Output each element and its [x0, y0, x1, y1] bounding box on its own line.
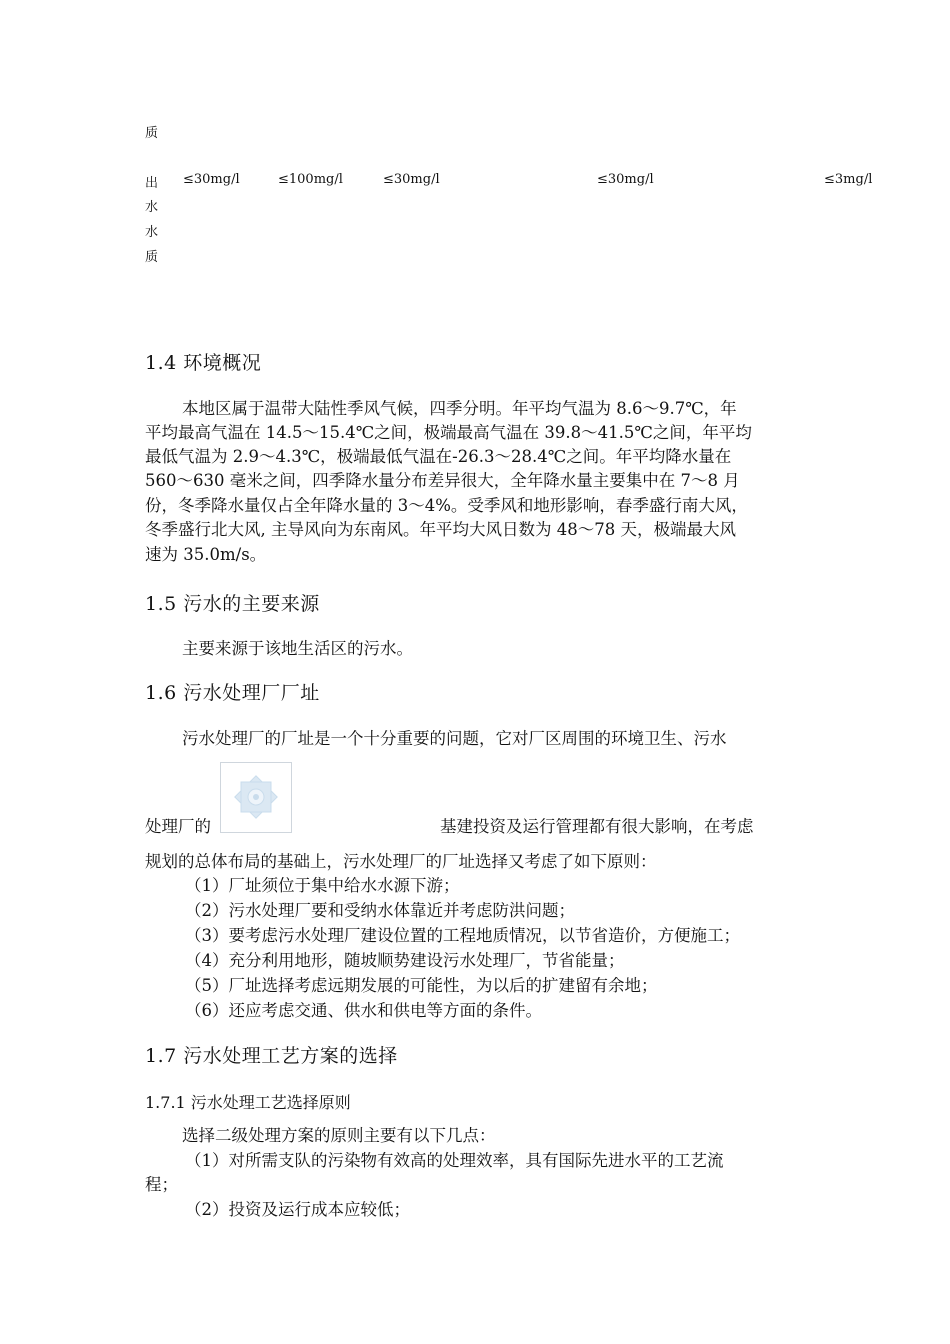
paragraph-line: 份，冬季降水量仅占全年降水量的 3～4%。受季风和地形影响，春季盛行南大风， — [145, 496, 748, 515]
effluent-value-cell: ≤30mg/l — [183, 172, 240, 187]
paragraph-line: 基建投资及运行管理都有很大影响，在考虑 — [440, 817, 754, 836]
list-item: （2）污水处理厂要和受纳水体靠近并考虑防洪问题； — [185, 901, 575, 920]
effluent-label-char: 水 — [145, 200, 159, 215]
paragraph-line: 速为 35.0m/s。 — [145, 545, 267, 564]
table-row-label-quality: 质 — [145, 126, 159, 141]
section-heading-1-4: 1.4 环境概况 — [145, 352, 262, 374]
section-heading-1-6: 1.6 污水处理厂厂址 — [145, 682, 320, 704]
effluent-value-cell: ≤3mg/l — [824, 172, 873, 187]
list-item: （4）充分利用地形，随坡顺势建设污水处理厂，节省能量； — [185, 951, 625, 970]
list-item: （1）对所需支队的污染物有效高的处理效率，具有国际先进水平的工艺流 — [185, 1151, 724, 1170]
paragraph-line: 本地区属于温带大陆性季风气候，四季分明。年平均气温为 8.6～9.7℃，年 — [182, 399, 737, 418]
section-heading-1-5: 1.5 污水的主要来源 — [145, 593, 320, 615]
list-item: （6）还应考虑交通、供水和供电等方面的条件。 — [185, 1001, 542, 1020]
list-item: （1）厂址须位于集中给水水源下游； — [185, 876, 460, 895]
paragraph-line: 选择二级处理方案的原则主要有以下几点： — [182, 1126, 496, 1145]
subsection-heading-1-7-1: 1.7.1 污水处理工艺选择原则 — [145, 1093, 351, 1112]
list-item: （5）厂址选择考虑远期发展的可能性，为以后的扩建留有余地； — [185, 976, 658, 995]
paragraph-line: 560～630 毫米之间，四季降水量分布差异很大，全年降水量主要集中在 7～8 月 — [145, 471, 740, 490]
paragraph-line: 规划的总体布局的基础上，污水处理厂的厂址选择又考虑了如下原则： — [145, 852, 657, 871]
list-item: （2）投资及运行成本应较低； — [185, 1200, 410, 1219]
list-item-continuation: 程； — [145, 1175, 178, 1194]
effluent-value-cell: ≤100mg/l — [278, 172, 343, 187]
list-item: （3）要考虑污水处理厂建设位置的工程地质情况，以节省造价，方便施工； — [185, 926, 740, 945]
paragraph-line: 平均最高气温在 14.5～15.4℃之间，极端最高气温在 39.8～41.5℃之间，年平均 — [145, 423, 752, 442]
section-heading-1-7: 1.7 污水处理工艺方案的选择 — [145, 1045, 398, 1067]
flower-logo-icon — [221, 763, 291, 832]
paragraph-line: 污水处理厂的厂址是一个十分重要的问题，它对厂区周围的环境卫生、污水 — [182, 729, 727, 748]
effluent-label-char: 质 — [145, 250, 159, 265]
effluent-value-cell: ≤30mg/l — [383, 172, 440, 187]
effluent-label-char: 水 — [145, 225, 159, 240]
effluent-value-cell: ≤30mg/l — [597, 172, 654, 187]
paragraph-line: 最低气温为 2.9～4.3℃，极端最低气温在-26.3～28.4℃之间。年平均降水量在 — [145, 447, 732, 466]
paragraph-line: 主要来源于该地生活区的污水。 — [182, 639, 413, 658]
paragraph-line: 处理厂的 — [145, 817, 211, 836]
inline-figure-image — [220, 762, 292, 833]
effluent-label-char: 出 — [145, 176, 159, 191]
paragraph-line: 冬季盛行北大风, 主导风向为东南风。年平均大风日数为 48～78 天，极端最大风 — [145, 520, 736, 539]
